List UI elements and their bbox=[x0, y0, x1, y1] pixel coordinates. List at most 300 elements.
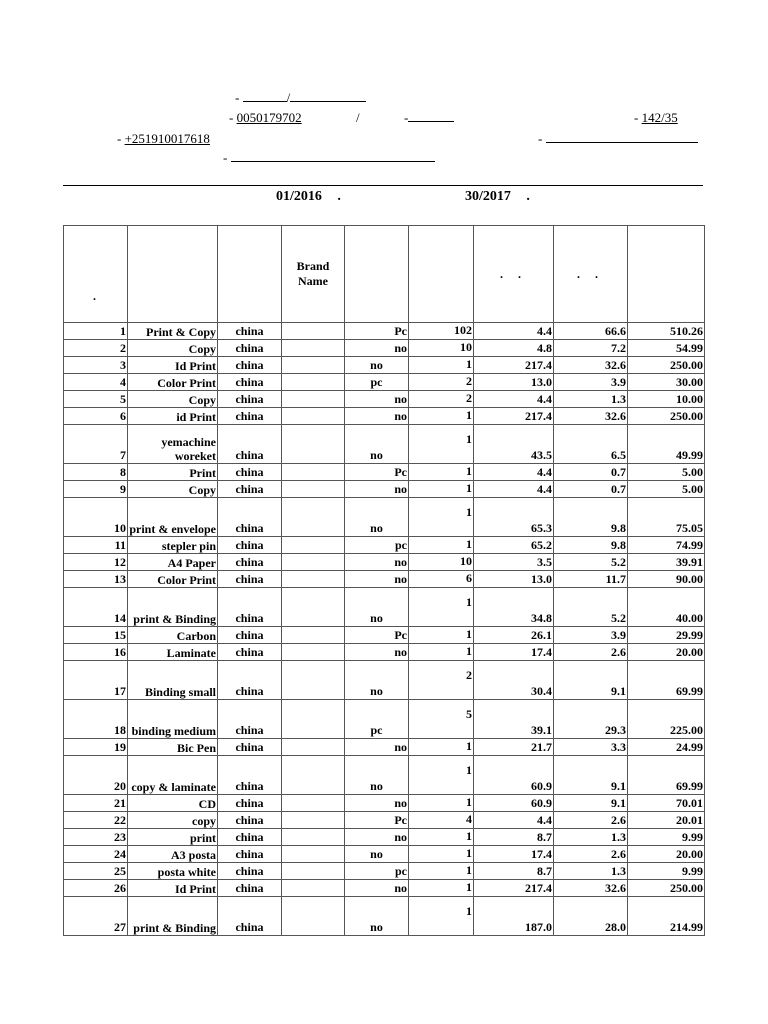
unit-price-cell: 4.4 bbox=[474, 812, 554, 829]
row-number: 9 bbox=[64, 481, 128, 498]
quantity-cell: 1 bbox=[409, 408, 474, 425]
tax-cell: 9.8 bbox=[554, 498, 628, 537]
unit-price-cell: 13.0 bbox=[474, 571, 554, 588]
table-row bbox=[64, 644, 705, 661]
origin-cell: china bbox=[218, 464, 282, 481]
unit-cell: Pc bbox=[345, 464, 409, 481]
table-row bbox=[64, 829, 705, 846]
phone-number: +251910017618 bbox=[124, 131, 210, 146]
item-name: Id Print bbox=[128, 880, 218, 897]
col-header-no bbox=[64, 226, 128, 323]
item-name: print & Binding bbox=[128, 588, 218, 627]
table-row bbox=[64, 897, 705, 936]
unit-price-cell: 217.4 bbox=[474, 408, 554, 425]
table-row bbox=[64, 408, 705, 425]
unit-price-cell: 4.4 bbox=[474, 323, 554, 340]
unit-cell: no bbox=[345, 661, 409, 700]
table-row bbox=[64, 627, 705, 644]
row-number: 12 bbox=[64, 554, 128, 571]
table-row bbox=[64, 880, 705, 897]
quantity-cell: 2 bbox=[409, 661, 474, 700]
row-number: 6 bbox=[64, 408, 128, 425]
tax-cell: 2.6 bbox=[554, 812, 628, 829]
quantity-cell: 1 bbox=[409, 627, 474, 644]
unit-cell: no bbox=[345, 554, 409, 571]
col-header-price-dots: . . bbox=[500, 266, 527, 281]
unit-cell: pc bbox=[345, 374, 409, 391]
tax-cell: 3.9 bbox=[554, 374, 628, 391]
unit-cell: no bbox=[345, 340, 409, 357]
table-row bbox=[64, 661, 705, 700]
unit-cell: pc bbox=[345, 700, 409, 739]
item-name: id Print bbox=[128, 408, 218, 425]
blank-line-right bbox=[538, 131, 698, 147]
invoice-table bbox=[63, 225, 705, 936]
unit-cell: Pc bbox=[345, 627, 409, 644]
period-from-dot: . bbox=[337, 189, 341, 204]
col-header-total bbox=[628, 226, 705, 323]
quantity-cell: 1 bbox=[409, 897, 474, 936]
origin-cell: china bbox=[218, 340, 282, 357]
tax-cell: 11.7 bbox=[554, 571, 628, 588]
item-name: A4 Paper bbox=[128, 554, 218, 571]
table-row bbox=[64, 537, 705, 554]
brand-cell bbox=[282, 897, 345, 936]
quantity-cell: 1 bbox=[409, 795, 474, 812]
unit-cell: no bbox=[345, 880, 409, 897]
row-number: 7 bbox=[64, 425, 128, 464]
blank-field bbox=[408, 110, 454, 122]
brand-cell bbox=[282, 846, 345, 863]
brand-cell bbox=[282, 391, 345, 408]
tax-cell: 9.1 bbox=[554, 756, 628, 795]
origin-cell: china bbox=[218, 481, 282, 498]
table-row bbox=[64, 739, 705, 756]
table-row bbox=[64, 756, 705, 795]
header-line-1 bbox=[235, 90, 366, 106]
item-name: CD bbox=[128, 795, 218, 812]
quantity-cell: 1 bbox=[409, 880, 474, 897]
tax-cell: 9.1 bbox=[554, 661, 628, 700]
unit-cell: pc bbox=[345, 863, 409, 880]
row-number: 26 bbox=[64, 880, 128, 897]
unit-cell: no bbox=[345, 498, 409, 537]
total-cell: 5.00 bbox=[628, 464, 705, 481]
unit-cell: no bbox=[345, 481, 409, 498]
brand-cell bbox=[282, 880, 345, 897]
brand-cell bbox=[282, 661, 345, 700]
unit-price-cell: 60.9 bbox=[474, 795, 554, 812]
header-dash: - bbox=[223, 150, 228, 165]
brand-cell bbox=[282, 425, 345, 464]
quantity-cell: 4 bbox=[409, 812, 474, 829]
tax-cell: 2.6 bbox=[554, 846, 628, 863]
row-number: 20 bbox=[64, 756, 128, 795]
unit-price-cell: 17.4 bbox=[474, 846, 554, 863]
unit-price-cell: 65.2 bbox=[474, 537, 554, 554]
row-number: 13 bbox=[64, 571, 128, 588]
unit-cell: no bbox=[345, 756, 409, 795]
unit-cell: no bbox=[345, 425, 409, 464]
quantity-cell: 1 bbox=[409, 498, 474, 537]
total-cell: 214.99 bbox=[628, 897, 705, 936]
item-name: posta white bbox=[128, 863, 218, 880]
item-name: Print bbox=[128, 464, 218, 481]
unit-cell: no bbox=[345, 408, 409, 425]
unit-cell: no bbox=[345, 739, 409, 756]
col-header-unit bbox=[345, 226, 409, 323]
table-row bbox=[64, 323, 705, 340]
item-name: yemachine woreket bbox=[128, 425, 218, 464]
origin-cell: china bbox=[218, 795, 282, 812]
brand-cell bbox=[282, 812, 345, 829]
tin-number: 0050179702 bbox=[236, 110, 302, 125]
total-cell: 54.99 bbox=[628, 340, 705, 357]
table-row bbox=[64, 863, 705, 880]
tax-cell: 9.1 bbox=[554, 795, 628, 812]
quantity-cell: 1 bbox=[409, 756, 474, 795]
total-cell: 5.00 bbox=[628, 481, 705, 498]
brand-cell bbox=[282, 739, 345, 756]
brand-cell bbox=[282, 627, 345, 644]
origin-cell: china bbox=[218, 323, 282, 340]
period-to bbox=[465, 189, 530, 205]
quantity-cell: 1 bbox=[409, 739, 474, 756]
table-row bbox=[64, 812, 705, 829]
tax-cell: 3.9 bbox=[554, 627, 628, 644]
total-cell: 49.99 bbox=[628, 425, 705, 464]
header-dash: - bbox=[404, 110, 409, 125]
origin-cell: china bbox=[218, 627, 282, 644]
unit-cell: no bbox=[345, 644, 409, 661]
table-row bbox=[64, 340, 705, 357]
tin-line bbox=[229, 110, 302, 126]
table-row bbox=[64, 700, 705, 739]
item-name: binding medium bbox=[128, 700, 218, 739]
tax-cell: 28.0 bbox=[554, 897, 628, 936]
row-number: 15 bbox=[64, 627, 128, 644]
row-number: 27 bbox=[64, 897, 128, 936]
unit-cell: no bbox=[345, 846, 409, 863]
brand-cell bbox=[282, 756, 345, 795]
tax-cell: 32.6 bbox=[554, 357, 628, 374]
unit-price-cell: 60.9 bbox=[474, 756, 554, 795]
quantity-cell: 10 bbox=[409, 340, 474, 357]
header-dash: - bbox=[229, 110, 234, 125]
origin-cell: china bbox=[218, 537, 282, 554]
row-number: 5 bbox=[64, 391, 128, 408]
table-header-row bbox=[64, 226, 705, 323]
unit-price-cell: 187.0 bbox=[474, 897, 554, 936]
col-header-item bbox=[128, 226, 218, 323]
total-cell: 250.00 bbox=[628, 408, 705, 425]
quantity-cell: 1 bbox=[409, 644, 474, 661]
item-name: copy bbox=[128, 812, 218, 829]
origin-cell: china bbox=[218, 357, 282, 374]
unit-price-cell: 17.4 bbox=[474, 644, 554, 661]
tax-cell: 1.3 bbox=[554, 829, 628, 846]
total-cell: 20.00 bbox=[628, 644, 705, 661]
col-header-brand: Brand Name bbox=[282, 226, 345, 323]
item-name: A3 posta bbox=[128, 846, 218, 863]
row-number: 17 bbox=[64, 661, 128, 700]
table-row bbox=[64, 498, 705, 537]
origin-cell: china bbox=[218, 498, 282, 537]
unit-cell: no bbox=[345, 897, 409, 936]
brand-cell bbox=[282, 340, 345, 357]
table-row bbox=[64, 588, 705, 627]
brand-cell bbox=[282, 537, 345, 554]
unit-cell: pc bbox=[345, 537, 409, 554]
unit-price-cell: 4.4 bbox=[474, 481, 554, 498]
tax-cell: 32.6 bbox=[554, 880, 628, 897]
header-dash: - bbox=[235, 90, 240, 105]
item-name: Id Print bbox=[128, 357, 218, 374]
origin-cell: china bbox=[218, 812, 282, 829]
slash: / bbox=[286, 90, 291, 105]
origin-cell: china bbox=[218, 374, 282, 391]
brand-cell bbox=[282, 374, 345, 391]
item-name: copy & laminate bbox=[128, 756, 218, 795]
col-header-price bbox=[474, 226, 554, 323]
quantity-cell: 1 bbox=[409, 537, 474, 554]
unit-cell: no bbox=[345, 588, 409, 627]
quantity-cell: 1 bbox=[409, 481, 474, 498]
item-name: Color Print bbox=[128, 374, 218, 391]
brand-cell bbox=[282, 408, 345, 425]
item-name: Color Print bbox=[128, 571, 218, 588]
tax-cell: 0.7 bbox=[554, 464, 628, 481]
item-name: print & Binding bbox=[128, 897, 218, 936]
period-to-dot: . bbox=[526, 189, 530, 204]
phone-line bbox=[117, 131, 210, 147]
total-cell: 75.05 bbox=[628, 498, 705, 537]
origin-cell: china bbox=[218, 829, 282, 846]
row-number: 19 bbox=[64, 739, 128, 756]
origin-cell: china bbox=[218, 391, 282, 408]
house-number-value: 142/35 bbox=[641, 110, 678, 125]
unit-price-cell: 8.7 bbox=[474, 863, 554, 880]
row-number: 21 bbox=[64, 795, 128, 812]
blank-field bbox=[290, 90, 366, 102]
quantity-cell: 2 bbox=[409, 391, 474, 408]
unit-price-cell: 39.1 bbox=[474, 700, 554, 739]
item-name: Bic Pen bbox=[128, 739, 218, 756]
total-cell: 30.00 bbox=[628, 374, 705, 391]
table-row bbox=[64, 481, 705, 498]
blank-field bbox=[546, 131, 698, 143]
tax-cell: 7.2 bbox=[554, 340, 628, 357]
tax-cell: 6.5 bbox=[554, 425, 628, 464]
period-to-value: 30/2017 bbox=[465, 189, 511, 204]
row-number: 2 bbox=[64, 340, 128, 357]
quantity-cell: 1 bbox=[409, 829, 474, 846]
brand-cell bbox=[282, 644, 345, 661]
total-cell: 250.00 bbox=[628, 357, 705, 374]
origin-cell: china bbox=[218, 863, 282, 880]
total-cell: 90.00 bbox=[628, 571, 705, 588]
period-from-value: 01/2016 bbox=[276, 189, 322, 204]
slash: / bbox=[356, 110, 360, 125]
unit-cell: no bbox=[345, 571, 409, 588]
unit-price-cell: 30.4 bbox=[474, 661, 554, 700]
unit-price-cell: 3.5 bbox=[474, 554, 554, 571]
table-row bbox=[64, 571, 705, 588]
table-row bbox=[64, 846, 705, 863]
total-cell: 20.01 bbox=[628, 812, 705, 829]
total-cell: 10.00 bbox=[628, 391, 705, 408]
brand-cell bbox=[282, 829, 345, 846]
unit-price-cell: 34.8 bbox=[474, 588, 554, 627]
table-row bbox=[64, 795, 705, 812]
table-row bbox=[64, 464, 705, 481]
quantity-cell: 1 bbox=[409, 846, 474, 863]
unit-price-cell: 21.7 bbox=[474, 739, 554, 756]
total-cell: 250.00 bbox=[628, 880, 705, 897]
brand-cell bbox=[282, 554, 345, 571]
quantity-cell: 6 bbox=[409, 571, 474, 588]
quantity-cell: 1 bbox=[409, 464, 474, 481]
unit-price-cell: 26.1 bbox=[474, 627, 554, 644]
total-cell: 510.26 bbox=[628, 323, 705, 340]
tax-cell: 0.7 bbox=[554, 481, 628, 498]
unit-price-cell: 217.4 bbox=[474, 357, 554, 374]
dash-blank bbox=[404, 110, 454, 126]
header-dash: - bbox=[117, 131, 122, 146]
quantity-cell: 102 bbox=[409, 323, 474, 340]
header-line-4 bbox=[223, 150, 435, 166]
row-number: 4 bbox=[64, 374, 128, 391]
header-dash: - bbox=[538, 131, 543, 146]
origin-cell: china bbox=[218, 880, 282, 897]
table-row bbox=[64, 374, 705, 391]
row-number: 22 bbox=[64, 812, 128, 829]
row-number: 1 bbox=[64, 323, 128, 340]
tax-cell: 29.3 bbox=[554, 700, 628, 739]
total-cell: 9.99 bbox=[628, 863, 705, 880]
brand-cell bbox=[282, 700, 345, 739]
unit-cell: no bbox=[345, 829, 409, 846]
period-from bbox=[276, 189, 341, 205]
origin-cell: china bbox=[218, 554, 282, 571]
quantity-cell: 2 bbox=[409, 374, 474, 391]
item-name: print bbox=[128, 829, 218, 846]
total-cell: 20.00 bbox=[628, 846, 705, 863]
tax-cell: 5.2 bbox=[554, 554, 628, 571]
origin-cell: china bbox=[218, 644, 282, 661]
item-name: Copy bbox=[128, 391, 218, 408]
col-header-origin bbox=[218, 226, 282, 323]
brand-cell bbox=[282, 863, 345, 880]
row-number: 8 bbox=[64, 464, 128, 481]
col-header-tax bbox=[554, 226, 628, 323]
row-number: 23 bbox=[64, 829, 128, 846]
total-cell: 69.99 bbox=[628, 756, 705, 795]
brand-cell bbox=[282, 323, 345, 340]
unit-cell: no bbox=[345, 357, 409, 374]
tax-cell: 3.3 bbox=[554, 739, 628, 756]
quantity-cell: 5 bbox=[409, 700, 474, 739]
origin-cell: china bbox=[218, 588, 282, 627]
unit-price-cell: 4.4 bbox=[474, 391, 554, 408]
row-number: 10 bbox=[64, 498, 128, 537]
quantity-cell: 1 bbox=[409, 588, 474, 627]
total-cell: 40.00 bbox=[628, 588, 705, 627]
tax-cell: 5.2 bbox=[554, 588, 628, 627]
origin-cell: china bbox=[218, 425, 282, 464]
unit-cell: no bbox=[345, 391, 409, 408]
total-cell: 29.99 bbox=[628, 627, 705, 644]
unit-cell: Pc bbox=[345, 812, 409, 829]
col-header-qty bbox=[409, 226, 474, 323]
col-header-tax-dots: . . bbox=[577, 266, 604, 281]
divider-rule bbox=[63, 185, 703, 186]
item-name: stepler pin bbox=[128, 537, 218, 554]
origin-cell: china bbox=[218, 756, 282, 795]
row-number: 11 bbox=[64, 537, 128, 554]
total-cell: 9.99 bbox=[628, 829, 705, 846]
item-name: Print & Copy bbox=[128, 323, 218, 340]
item-name: Laminate bbox=[128, 644, 218, 661]
tax-cell: 1.3 bbox=[554, 863, 628, 880]
item-name: Copy bbox=[128, 340, 218, 357]
row-number: 16 bbox=[64, 644, 128, 661]
tax-cell: 1.3 bbox=[554, 391, 628, 408]
table-row bbox=[64, 554, 705, 571]
brand-cell bbox=[282, 498, 345, 537]
total-cell: 74.99 bbox=[628, 537, 705, 554]
total-cell: 69.99 bbox=[628, 661, 705, 700]
unit-price-cell: 65.3 bbox=[474, 498, 554, 537]
origin-cell: china bbox=[218, 846, 282, 863]
origin-cell: china bbox=[218, 408, 282, 425]
quantity-cell: 1 bbox=[409, 425, 474, 464]
unit-cell: no bbox=[345, 795, 409, 812]
item-name: Copy bbox=[128, 481, 218, 498]
brand-cell bbox=[282, 588, 345, 627]
brand-cell bbox=[282, 464, 345, 481]
row-number: 14 bbox=[64, 588, 128, 627]
quantity-cell: 1 bbox=[409, 863, 474, 880]
origin-cell: china bbox=[218, 897, 282, 936]
row-number: 24 bbox=[64, 846, 128, 863]
corner-mark: . bbox=[93, 288, 96, 303]
total-cell: 24.99 bbox=[628, 739, 705, 756]
table-row bbox=[64, 357, 705, 374]
unit-price-cell: 8.7 bbox=[474, 829, 554, 846]
item-name: Binding small bbox=[128, 661, 218, 700]
house-number bbox=[634, 110, 678, 126]
quantity-cell: 1 bbox=[409, 357, 474, 374]
row-number: 18 bbox=[64, 700, 128, 739]
item-name: Carbon bbox=[128, 627, 218, 644]
row-number: 3 bbox=[64, 357, 128, 374]
header-dash: - bbox=[634, 110, 639, 125]
brand-cell bbox=[282, 481, 345, 498]
table-row bbox=[64, 425, 705, 464]
tax-cell: 2.6 bbox=[554, 644, 628, 661]
origin-cell: china bbox=[218, 661, 282, 700]
tax-cell: 66.6 bbox=[554, 323, 628, 340]
item-name: print & envelope bbox=[128, 498, 218, 537]
brand-cell bbox=[282, 795, 345, 812]
unit-price-cell: 4.4 bbox=[474, 464, 554, 481]
origin-cell: china bbox=[218, 700, 282, 739]
origin-cell: china bbox=[218, 571, 282, 588]
unit-price-cell: 4.8 bbox=[474, 340, 554, 357]
unit-price-cell: 217.4 bbox=[474, 880, 554, 897]
unit-price-cell: 13.0 bbox=[474, 374, 554, 391]
